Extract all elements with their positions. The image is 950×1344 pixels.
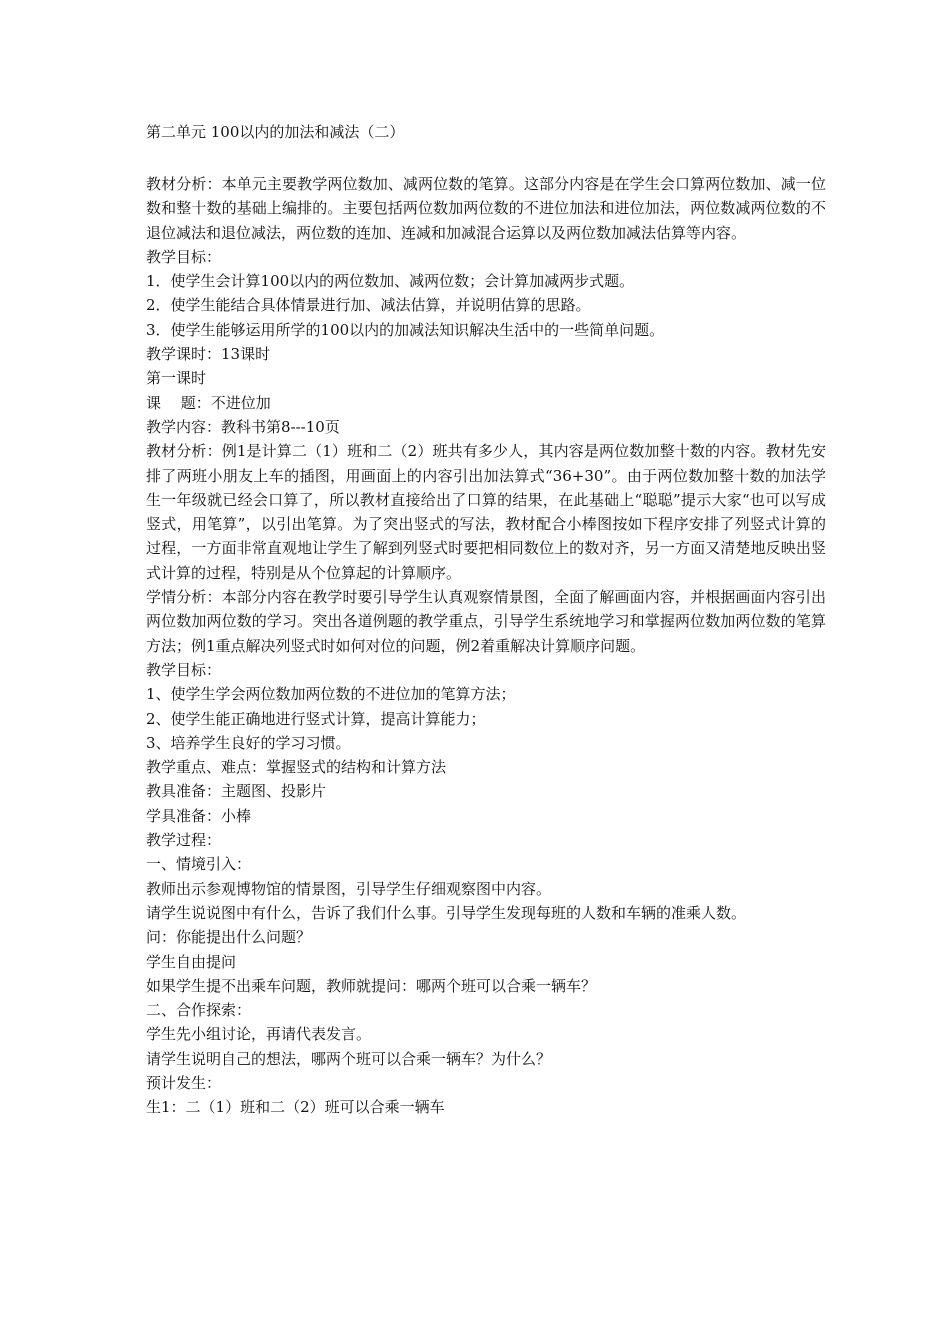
paragraph-class-hours: 教学课时：13课时 (146, 345, 271, 364)
paragraph-step-1: 教师出示参观博物馆的情景图，引导学生仔细观察图中内容。 (146, 879, 552, 898)
paragraph-lesson-one: 第一课时 (146, 369, 207, 388)
paragraph-section-1: 一、情境引入： (146, 855, 252, 874)
paragraph-goal-b: 2、使学生能正确地进行竖式计算，提高计算能力； (146, 709, 486, 728)
paragraph-topic: 课 题：不进位加 (146, 393, 271, 412)
document-page (146, 120, 826, 1120)
paragraph-goal-1: 1．使学生会计算100以内的两位数加、减两位数；会计算加减两步式题。 (146, 272, 635, 291)
paragraph-material-analysis: 教材分析：本单元主要教学两位数加、减两位数的笔算。这部分内容是在学生会口算两位数加、减一位数和整十数的基础上编排的。主要包括两位数加两位数的不进位加法和进位加法，两位数减两位数的不退位减法和退位减法，两位数的连加、连减和加减混合运算以及两位数加减法估算等内容。 (146, 175, 826, 242)
paragraph-content: 教学内容：教科书第8---10页 (146, 417, 340, 436)
paragraph-goal-2: 2．使学生能结合具体情景进行加、减法估算，并说明估算的思路。 (146, 296, 591, 315)
document-body (146, 172, 826, 1120)
paragraph-key-points: 教学重点、难点：掌握竖式的结构和计算方法 (146, 758, 447, 777)
paragraph-example-analysis: 教材分析：例1是计算二（1）班和二（2）班共有多少人，其内容是两位数加整十数的内容。教材先安排了两班小朋友上车的插图，用画面上的内容引出加法算式“36+30”。由于两位数加整十数的加法学生一年级就已经会口算了，所以教材直接给出了口算的结果，在此基础上“聪聪”提示大家“也可以写成竖式，用笔算”，以引出笔算。为了突出竖式的写法，教材配合小棒图按如下程序安排了列竖式计算的过程，一方面非常直观地让学生了解到列竖式时要把相同数位上的数对齐，另一方面又清楚地反映出竖式计算的过程，特别是从个位算起的计算顺序。 (146, 442, 826, 582)
paragraph-goal-a: 1、使学生学会两位数加两位数的不进位加的笔算方法； (146, 685, 516, 704)
paragraph-goal-3: 3．使学生能够运用所学的100以内的加减法知识解决生活中的一些简单问题。 (146, 320, 665, 339)
paragraph-group-discussion: 学生先小组讨论，再请代表发言。 (146, 1025, 372, 1044)
paragraph-goal-c: 3、培养学生良好的学习习惯。 (146, 733, 351, 752)
paragraph-expected: 预计发生： (146, 1073, 222, 1092)
paragraph-step-2: 请学生说说图中有什么，告诉了我们什么事。引导学生发现每班的人数和车辆的准乘人数。 (146, 903, 747, 922)
paragraph-process: 教学过程： (146, 831, 222, 850)
paragraph-student-aids: 学具准备：小棒 (146, 806, 252, 825)
paragraph-explain: 请学生说明自己的想法，哪两个班可以合乘一辆车？为什么？ (146, 1049, 552, 1068)
paragraph-goals-heading: 教学目标： (146, 247, 222, 266)
document-title: 第二单元 100以内的加法和减法（二） (146, 123, 405, 141)
paragraph-learner-analysis: 学情分析：本部分内容在教学时要引导学生认真观察情景图，全面了解画面内容，并根据画面内容引出两位数加两位数的学习。突出各道例题的教学重点，引导学生系统地学习和掌握两位数加两位数的笔算方法；例1重点解决列竖式时如何对位的问题，例2着重解决计算顺序问题。 (146, 588, 826, 655)
paragraph-goals-heading-2: 教学目标： (146, 660, 222, 679)
paragraph-section-2: 二、合作探索： (146, 1001, 252, 1020)
paragraph-question: 问：你能提出什么问题？ (146, 928, 312, 947)
paragraph-teaching-aids: 教具准备：主题图、投影片 (146, 782, 327, 801)
paragraph-student-1: 生1：二（1）班和二（2）班可以合乘一辆车 (146, 1098, 445, 1117)
paragraph-free-question: 学生自由提问 (146, 952, 237, 971)
paragraph-teacher-prompt: 如果学生提不出乘车问题，教师就提问：哪两个班可以合乘一辆车？ (146, 976, 597, 995)
